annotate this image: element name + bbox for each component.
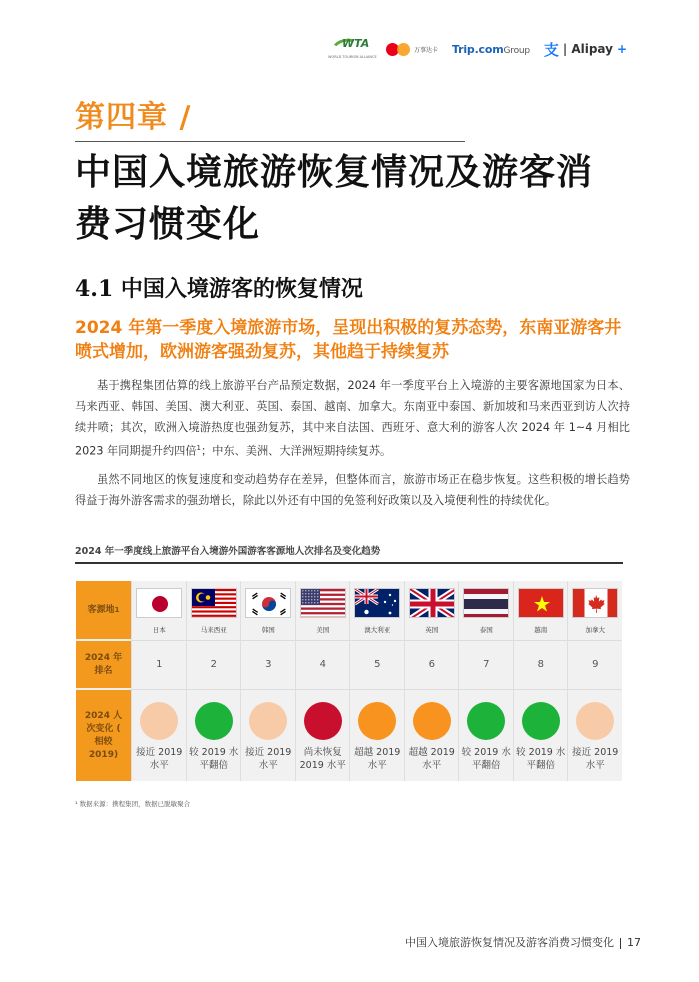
status-text: 超越 2019 水平: [408, 747, 455, 771]
paragraph-1: 基于携程集团估算的线上旅游平台产品预定数据，2024 年一季度平台上入境游的主要客源地国家为日本、马来西亚、韩国、美国、澳大利亚、英国、泰国、越南、加拿大。东南亚中泰国、新加坡和马来西亚到访人次持续井喷；其次，欧洲入境游热度也强劲复苏，其中来自法国、西班牙、意大利的游客人次 2024 年 1~4 月相比 2023 年同期提升约四倍$^1$；中东、美洲、大洋洲短期持续复苏。: [75, 379, 630, 458]
au-flag-icon: [354, 588, 400, 618]
status-dot: [195, 702, 233, 740]
rank-value: 7: [483, 659, 490, 670]
country-cell: [350, 581, 405, 634]
status-text: 尚未恢复 2019 水平: [299, 747, 346, 771]
status-text: 较 2019 水平翻倍: [516, 747, 566, 771]
footer-text: 中国入境旅游恢复情况及游客消费习惯变化: [405, 936, 614, 949]
my-flag-icon: [191, 588, 237, 618]
status-dot: [467, 702, 505, 740]
title-rule: [75, 141, 465, 142]
highlight-text: 2024 年第一季度入境旅游市场，呈现出积极的复苏态势，东南亚游客井喷式增加，欧洲游客强劲复苏，其他趋于持续复苏: [75, 318, 622, 362]
gb-flag-icon: [409, 588, 455, 618]
wta-logo: WTA WORLD TOURISM ALLIANCE: [328, 37, 377, 59]
country-cell: [514, 581, 569, 634]
rank-value: 8: [537, 659, 544, 670]
page-number: 17: [627, 936, 641, 949]
change-cell: [187, 690, 242, 772]
page-title: 中国入境旅游恢复情况及游客消费习惯变化: [75, 151, 594, 245]
rank-value: 1: [156, 659, 163, 670]
country-name: 加拿大: [585, 626, 605, 634]
us-flag-icon: [300, 588, 346, 618]
country-name: 澳大利亚: [364, 626, 391, 634]
country-name: 马来西亚: [200, 626, 227, 634]
paragraph-2: 虽然不同地区的恢复速度和变动趋势存在差异，但整体而言，旅游市场正在稳步恢复。这些积极的增长趋势得益于海外游客需求的强劲增长，除此以外还有中国的免签利好政策以及入境便利性的持续优化。: [75, 473, 630, 507]
rank-value: 5: [374, 659, 381, 670]
change-cell: [459, 690, 514, 772]
rank-value: 2: [210, 659, 217, 670]
section-title: 4.1 中国入境游客的恢复情况: [75, 276, 363, 302]
status-text: 超越 2019 水平: [354, 747, 401, 771]
rank-value: 4: [319, 659, 326, 670]
vn-flag-icon: [518, 588, 564, 618]
change-cell: [568, 690, 623, 772]
country-cell: [241, 581, 296, 634]
status-text: 接近 2019 水平: [136, 747, 183, 771]
status-text: 较 2019 水平翻倍: [461, 747, 511, 771]
country-name: 美国: [316, 626, 330, 634]
country-name: 日本: [152, 626, 166, 634]
trip-logo: Trip.comGroup: [452, 42, 530, 56]
country-name: 泰国: [479, 626, 493, 634]
status-dot: [413, 702, 451, 740]
status-dot: [304, 702, 342, 740]
table-rule: [75, 562, 623, 564]
status-dot: [576, 702, 614, 740]
jp-flag-icon: [136, 588, 182, 618]
status-dot: [249, 702, 287, 740]
status-dot: [358, 702, 396, 740]
change-cell: [132, 690, 187, 772]
status-dot: [522, 702, 560, 740]
country-cell: [296, 581, 351, 634]
mastercard-logo: 万事达卡: [386, 43, 438, 56]
status-text: 较 2019 水平翻倍: [189, 747, 239, 771]
partner-logos: [330, 34, 630, 64]
country-cell: [405, 581, 460, 634]
status-text: 接近 2019 水平: [572, 747, 619, 771]
country-cell: [459, 581, 514, 634]
row-label-source: 客源地 1: [76, 581, 131, 639]
status-text: 接近 2019 水平: [245, 747, 292, 771]
country-cell: [132, 581, 187, 634]
row-label-change: 2024 人次变化 ( 相较 2019): [76, 690, 131, 781]
change-cell: [350, 690, 405, 772]
change-cell: [514, 690, 569, 772]
rank-value: 3: [265, 659, 272, 670]
change-cell: [296, 690, 351, 772]
country-cell: [568, 581, 623, 634]
th-flag-icon: [463, 588, 509, 618]
footnote: ¹ 数据来源：携程集团，数据已脱敏聚合: [75, 800, 191, 808]
table-title: 2024 年一季度线上旅游平台入境游外国游客客源地人次排名及变化趋势: [75, 546, 381, 557]
ranking-table: [76, 581, 622, 781]
kr-flag-icon: [245, 588, 291, 618]
chapter-label: 第四章 /: [75, 100, 192, 135]
page-footer: [405, 934, 641, 950]
rank-value: 6: [428, 659, 435, 670]
status-dot: [140, 702, 178, 740]
ca-flag-icon: [572, 588, 618, 618]
rank-value: 9: [592, 659, 599, 670]
change-cell: [241, 690, 296, 772]
alipay-logo: 支 | Alipay +: [543, 40, 628, 59]
country-name: 韩国: [261, 626, 275, 634]
country-cell: [187, 581, 242, 634]
change-cell: [405, 690, 460, 772]
row-label-rank: 2024 年排名: [76, 641, 131, 688]
country-name: 英国: [425, 626, 439, 634]
country-name: 越南: [534, 626, 548, 634]
